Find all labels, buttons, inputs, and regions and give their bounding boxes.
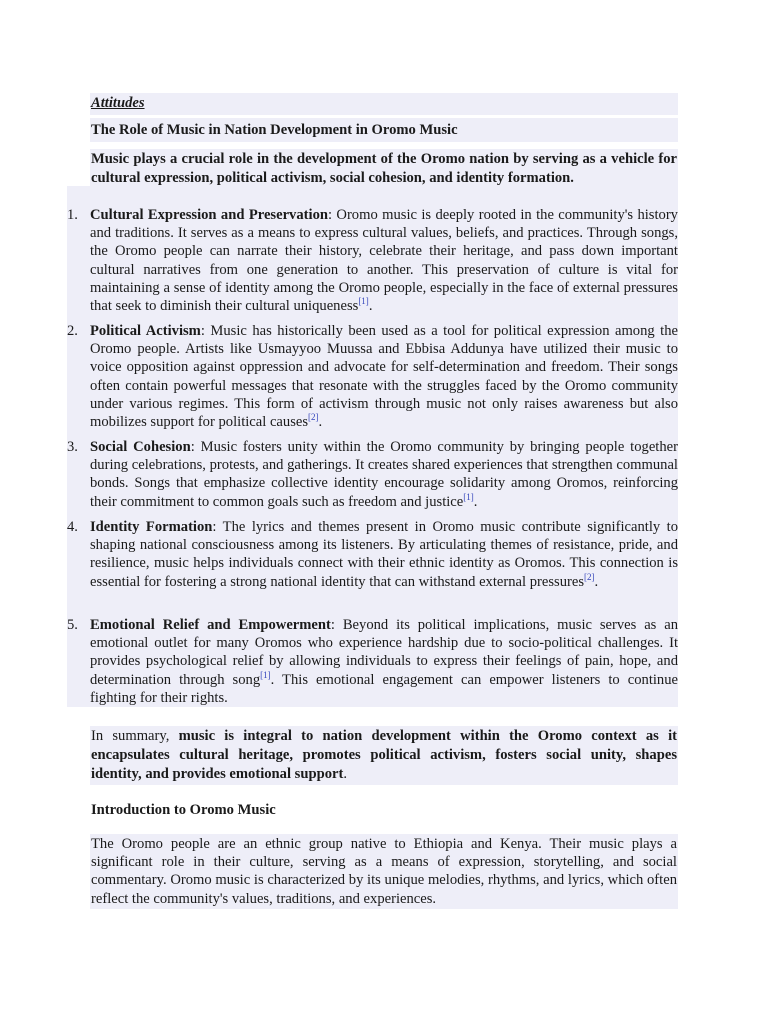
list-item-end: . [318,414,323,431]
list-item-end: . [594,573,599,590]
summary-paragraph [90,726,678,785]
attitudes-heading-text: Attitudes [91,95,145,111]
list-item-end: . [368,298,373,315]
intro-paragraph-text: The Oromo people are an ethnic group native to Ethiopia and Kenya. Their music plays a significant role in their culture, serving as a means of expression, storytelling, and social commentary. Oromo music is characterized by its unique melodies, rhythms, and lyrics, which often reflect the community's values, traditions, and experiences. [91,836,677,907]
citation-link[interactable]: [1] [358,296,369,307]
list-item-title: Cultural Expression and Preservation [90,207,328,223]
list-number: 1. [67,207,78,223]
list-item-text: : Beyond its political implications, music serves as an emotional outlet for many Oromos who experience hardship due to socio-political challenges. It provides psychological relief by allowing individuals to express their feelings of pain, hope, and determination through song [90,617,678,688]
list-item-body [90,518,678,591]
list-item-text: : Music fosters unity within the Oromo community by bringing people together during celebrations, protests, and gatherings. It creates shared experiences that strengthen communal bonds. Songs that emphasize collective identity encourage solidarity among Oromos, reinforcing their commitment to common goals such as freedom and justice [90,439,678,510]
list-item-title: Social Cohesion [90,439,191,455]
intro-paragraph [90,834,678,909]
list-item-end: . This emotional engagement can empower listeners to continue fighting for their rights. [90,671,678,706]
section-heading-intro [90,800,678,821]
list-item-body [90,206,678,315]
list-item-end: . [473,493,478,510]
list-item-body [90,322,678,431]
attitudes-heading [90,93,678,115]
list-number: 2. [67,323,78,339]
list-item-text: : Oromo music is deeply rooted in the community's history and traditions. It serves as a means to express cultural values, beliefs, and practices. Through songs, the Oromo people can narrate their history, celebrate their heritage, and pass down important cultural narratives from one generation to another. This preservation of culture is vital for maintaining a sense of identity among the Oromo people, especially in the face of external pressures that seek to diminish their cultural uniqueness [90,207,678,315]
section-heading-intro-text: Introduction to Oromo Music [91,802,276,818]
summary-bold: music is integral to nation development within the Oromo context as it encapsulates cultural heritage, promotes political activism, fosters social unity, shapes identity, and provides emotional support [91,728,677,782]
section-heading-role [90,118,678,142]
citation-link[interactable]: [1] [260,669,271,680]
citation-link[interactable]: [1] [463,491,474,502]
intro-bold-paragraph [90,149,678,189]
intro-bold-text: Music plays a crucial role in the development of the Oromo nation by serving as a vehicle for cultural expression, political activism, social cohesion, and identity formation. [91,151,677,186]
citation-link[interactable]: [2] [584,571,595,582]
summary-lead: In summary, [91,728,179,744]
list-number: 3. [67,439,78,455]
list-item-title: Political Activism [90,323,201,339]
list-item-body [90,438,678,511]
list-number: 5. [67,617,78,633]
list-item-body [90,616,678,707]
numbered-list [67,186,678,707]
list-item-text: : Music has historically been used as a tool for political expression among the Oromo people. Artists like Usmayyoo Muussa and Ebbisa Addunya have utilized their music to voice opposition against oppression and advocate for self-determination and freedom. Their songs often contain powerful messages that resonate with the struggles faced by the Oromo community under various regimes. This form of activism through music not only raises awareness but also mobilizes support for political causes [90,323,678,431]
section-heading-role-text: The Role of Music in Nation Development in Oromo Music [91,122,458,138]
list-item-title: Identity Formation [90,519,213,535]
list-number: 4. [67,519,78,535]
list-item-title: Emotional Relief and Empowerment [90,617,331,633]
citation-link[interactable]: [2] [308,412,319,423]
list-item-text: : The lyrics and themes present in Oromo music contribute significantly to shaping national consciousness among its listeners. By articulating themes of resistance, pride, and resilience, music helps individuals connect with their ethnic identity as Oromos. This connection is essential for fostering a strong national identity that can withstand external pressures [90,519,678,590]
summary-end: . [343,766,347,782]
